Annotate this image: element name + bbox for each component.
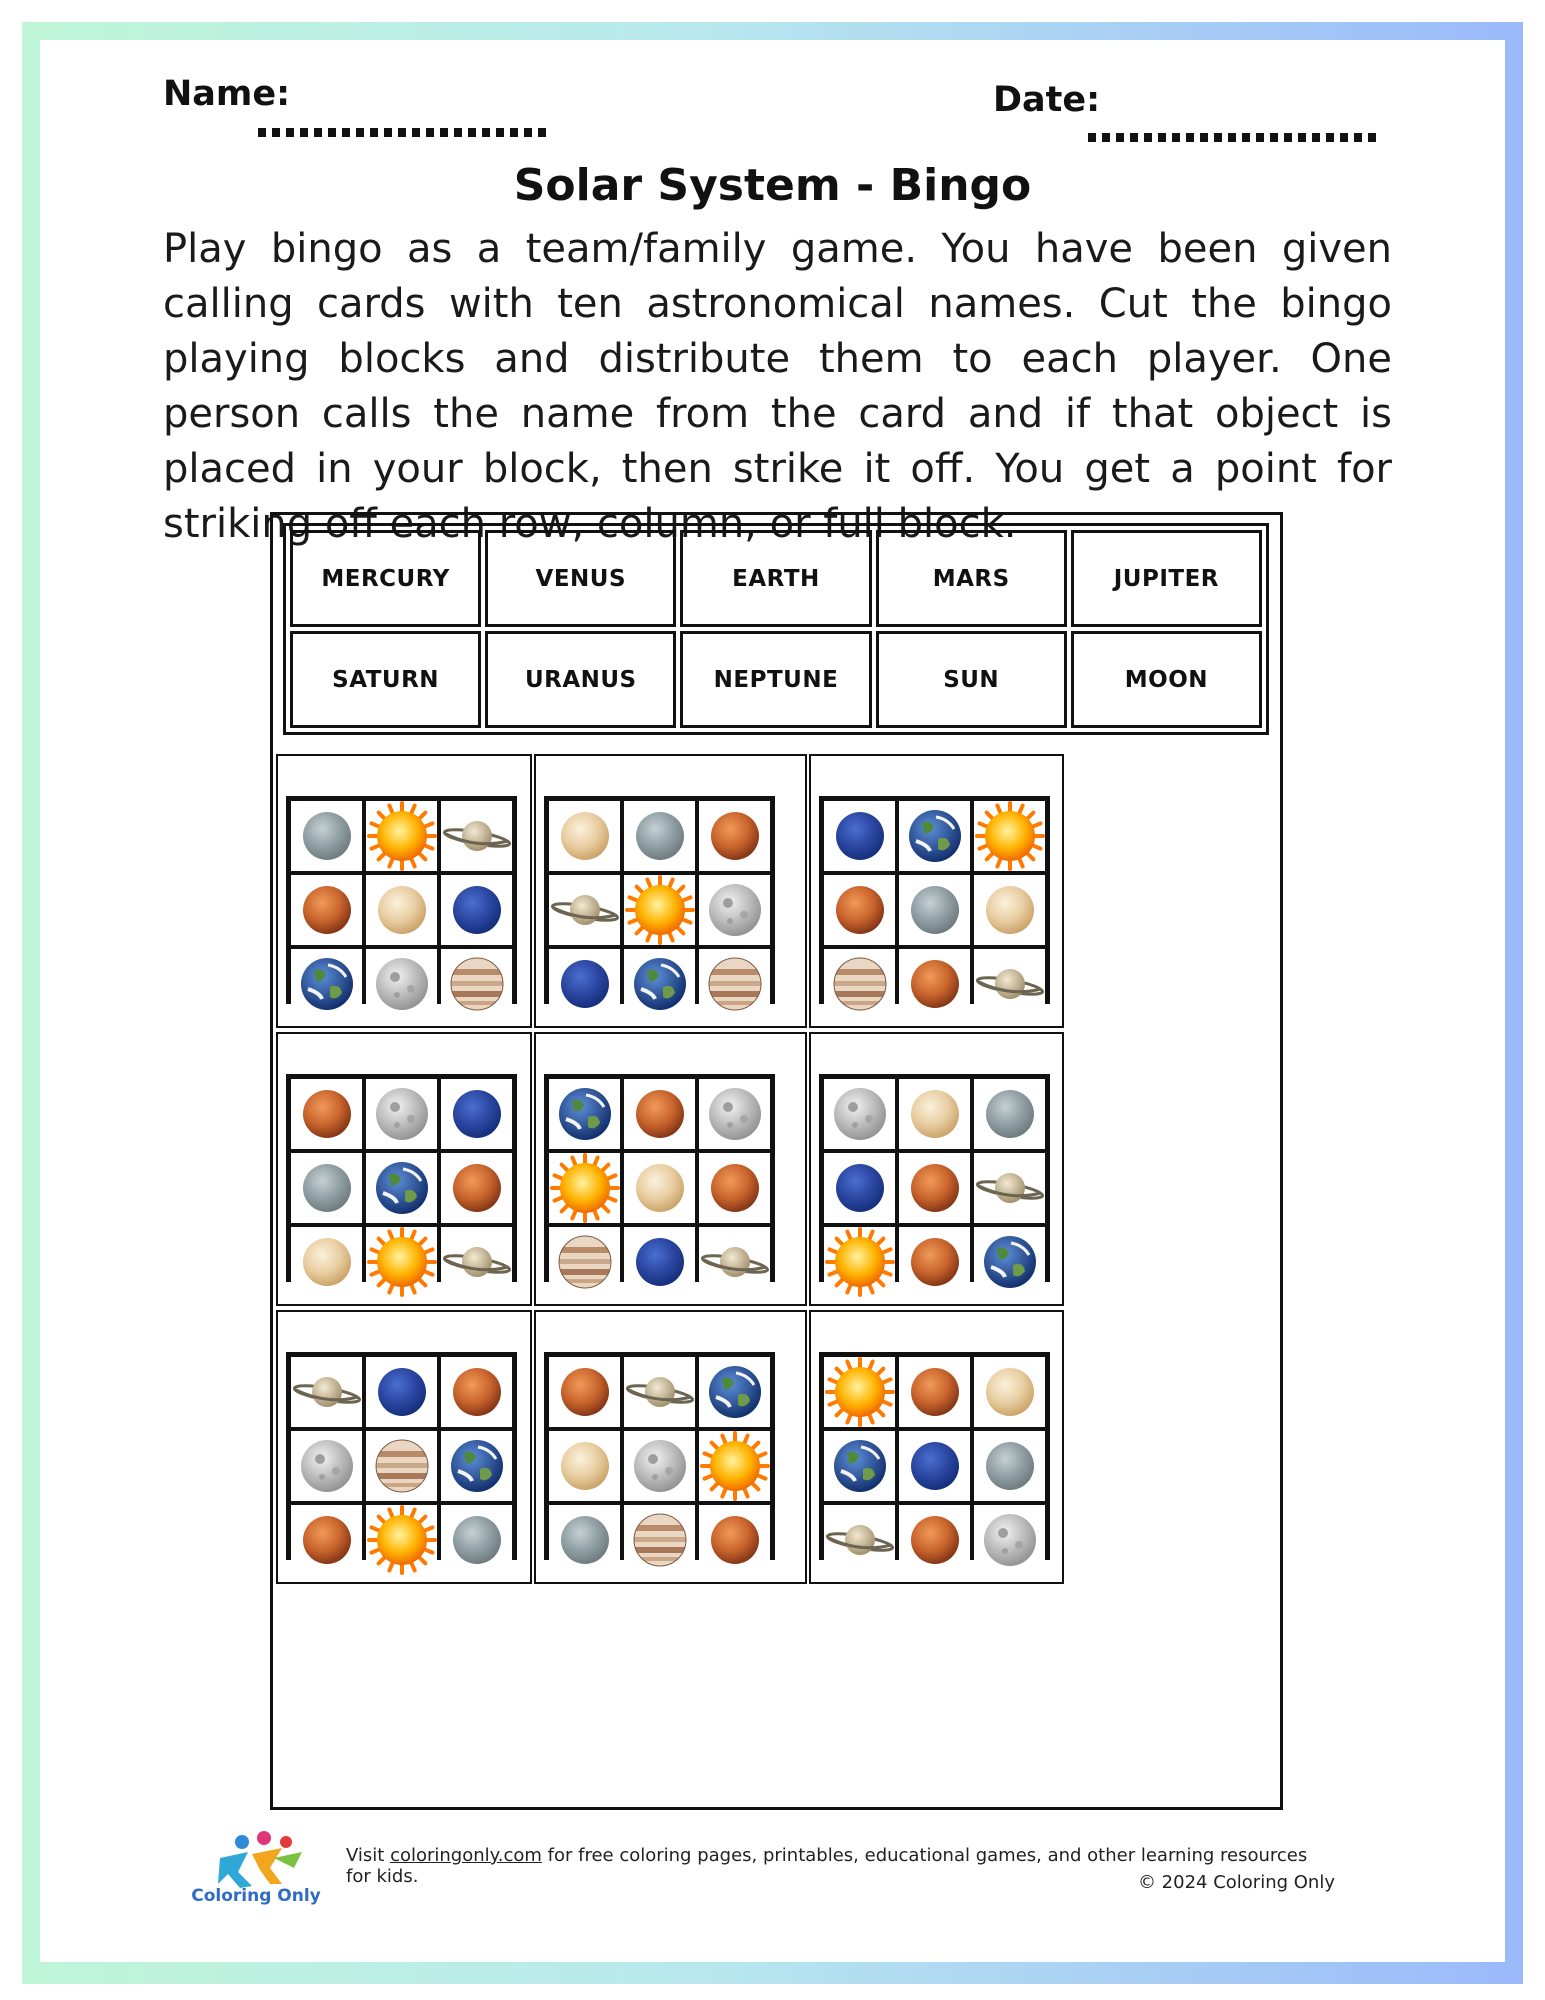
saturn-icon — [442, 1227, 512, 1297]
saturn-icon — [625, 1357, 695, 1427]
jupiter-icon — [625, 1505, 695, 1575]
jupiter-icon — [825, 949, 895, 1019]
calling-card: MARS — [876, 530, 1067, 627]
mercury-icon — [442, 1505, 512, 1575]
bingo-cell[interactable] — [366, 875, 437, 945]
bingo-cell[interactable] — [366, 1357, 437, 1427]
bingo-cell[interactable] — [699, 875, 770, 945]
mars-icon — [700, 1505, 770, 1575]
sun-icon — [825, 1227, 895, 1297]
instructions-text: Play bingo as a team/family game. You have been given calling cards with ten astronomical names. Cut the bingo playing blocks and distribute them to each player. One person calls the name from the card and if that object is placed in your block, then strike it off. You get a point for striking off each row, column, or full block. — [163, 226, 1392, 547]
moon-icon — [700, 875, 770, 945]
bingo-grid — [819, 1074, 1050, 1282]
bingo-cell[interactable] — [824, 1357, 895, 1427]
earth-icon — [367, 1153, 437, 1223]
bingo-cell[interactable] — [974, 1357, 1045, 1427]
bingo-cell[interactable] — [824, 1227, 895, 1297]
mars-icon — [900, 949, 970, 1019]
bingo-cell[interactable] — [291, 1357, 362, 1427]
saturn-icon — [825, 1505, 895, 1575]
mars-icon — [900, 1357, 970, 1427]
bingo-cell[interactable] — [899, 1505, 970, 1575]
saturn-icon — [975, 1153, 1045, 1223]
bingo-cell[interactable] — [291, 1227, 362, 1297]
bingo-cell[interactable] — [549, 1431, 620, 1501]
calling-card: NEPTUNE — [680, 631, 871, 728]
bingo-cell[interactable] — [549, 1227, 620, 1297]
saturn-icon — [550, 875, 620, 945]
bingo-cell[interactable] — [549, 949, 620, 1019]
neptune-icon — [825, 1153, 895, 1223]
bingo-cell[interactable] — [441, 1153, 512, 1223]
moon-icon — [825, 1079, 895, 1149]
calling-card: URANUS — [485, 631, 676, 728]
mercury-icon — [292, 801, 362, 871]
venus-icon — [975, 1357, 1045, 1427]
bingo-cell[interactable] — [824, 1431, 895, 1501]
bingo-cell[interactable] — [624, 1079, 695, 1149]
bingo-cell[interactable] — [899, 1153, 970, 1223]
earth-icon — [292, 949, 362, 1019]
copyright: © 2024 Coloring Only — [1137, 1872, 1335, 1893]
bingo-cell[interactable] — [974, 801, 1045, 871]
mars-icon — [550, 1357, 620, 1427]
name-line[interactable] — [258, 128, 548, 137]
bingo-cell[interactable] — [441, 1505, 512, 1575]
bingo-cell[interactable] — [824, 949, 895, 1019]
moon-icon — [625, 1431, 695, 1501]
neptune-icon — [900, 1431, 970, 1501]
bingo-cell[interactable] — [441, 1431, 512, 1501]
date-line[interactable] — [1088, 133, 1378, 142]
bingo-block — [276, 754, 532, 1028]
mercury-icon — [292, 1153, 362, 1223]
saturn-icon — [975, 949, 1045, 1019]
bingo-grid — [286, 1352, 517, 1560]
bingo-cell[interactable] — [899, 1357, 970, 1427]
sun-icon — [975, 801, 1045, 871]
bingo-cell[interactable] — [824, 875, 895, 945]
bingo-cell[interactable] — [699, 801, 770, 871]
earth-icon — [825, 1431, 895, 1501]
bingo-block — [534, 1310, 807, 1584]
moon-icon — [292, 1431, 362, 1501]
mars-icon — [625, 1079, 695, 1149]
calling-card: SATURN — [290, 631, 481, 728]
venus-icon — [975, 875, 1045, 945]
sun-icon — [550, 1153, 620, 1223]
bingo-cell[interactable] — [624, 1357, 695, 1427]
bingo-cell[interactable] — [974, 1431, 1045, 1501]
footer-prefix: Visit — [346, 1845, 391, 1866]
moon-icon — [367, 1079, 437, 1149]
bingo-block — [276, 1032, 532, 1306]
bingo-grid — [819, 796, 1050, 1004]
bingo-cell[interactable] — [291, 1079, 362, 1149]
sun-icon — [825, 1357, 895, 1427]
bingo-cell[interactable] — [699, 1505, 770, 1575]
neptune-icon — [825, 801, 895, 871]
sun-icon — [367, 801, 437, 871]
bingo-block — [276, 1310, 532, 1584]
venus-icon — [550, 801, 620, 871]
saturn-icon — [442, 801, 512, 871]
brand-name: Coloring Only — [191, 1886, 321, 1906]
bingo-cell[interactable] — [549, 1153, 620, 1223]
mars-icon — [900, 1505, 970, 1575]
neptune-icon — [550, 949, 620, 1019]
bingo-grid — [286, 796, 517, 1004]
bingo-grid — [819, 1352, 1050, 1560]
moon-icon — [700, 1079, 770, 1149]
bingo-grid — [544, 1352, 775, 1560]
sun-icon — [367, 1505, 437, 1575]
name-label: Name: — [163, 74, 291, 114]
bingo-cell[interactable] — [899, 1431, 970, 1501]
bingo-cell[interactable] — [899, 875, 970, 945]
bingo-cell[interactable] — [441, 949, 512, 1019]
bingo-cell[interactable] — [441, 1079, 512, 1149]
bingo-block — [534, 754, 807, 1028]
venus-icon — [625, 1153, 695, 1223]
mars-icon — [900, 1153, 970, 1223]
mars-icon — [292, 875, 362, 945]
saturn-icon — [292, 1357, 362, 1427]
bingo-cell[interactable] — [974, 875, 1045, 945]
bingo-cell[interactable] — [899, 1227, 970, 1297]
date-label: Date: — [993, 80, 1101, 120]
mars-icon — [442, 1153, 512, 1223]
earth-icon — [700, 1357, 770, 1427]
neptune-icon — [625, 1227, 695, 1297]
moon-icon — [975, 1505, 1045, 1575]
bingo-cell[interactable] — [699, 1153, 770, 1223]
jupiter-icon — [442, 949, 512, 1019]
mars-icon — [442, 1357, 512, 1427]
footer-suffix: for free coloring pages, printables, educational games, and other learning resources for kids. — [346, 1845, 1308, 1887]
moon-icon — [367, 949, 437, 1019]
bingo-cell[interactable] — [824, 1153, 895, 1223]
sun-icon — [700, 1431, 770, 1501]
bingo-cell[interactable] — [291, 1505, 362, 1575]
bingo-cell[interactable] — [974, 1227, 1045, 1297]
venus-icon — [292, 1227, 362, 1297]
bingo-cell[interactable] — [624, 1505, 695, 1575]
bingo-cell[interactable] — [624, 1431, 695, 1501]
calling-card: MERCURY — [290, 530, 481, 627]
bingo-cell[interactable] — [366, 801, 437, 871]
bingo-cell[interactable] — [974, 1153, 1045, 1223]
bingo-cell[interactable] — [366, 1505, 437, 1575]
calling-card: MOON — [1071, 631, 1262, 728]
bingo-cell[interactable] — [549, 801, 620, 871]
mars-icon — [292, 1505, 362, 1575]
mars-icon — [700, 1153, 770, 1223]
bingo-cell[interactable] — [366, 1227, 437, 1297]
calling-card: EARTH — [680, 530, 871, 627]
bingo-cell[interactable] — [824, 1079, 895, 1149]
bingo-grid — [544, 796, 775, 1004]
venus-icon — [900, 1079, 970, 1149]
bingo-cell[interactable] — [366, 1431, 437, 1501]
jupiter-icon — [367, 1431, 437, 1501]
bingo-cell[interactable] — [291, 1153, 362, 1223]
saturn-icon — [700, 1227, 770, 1297]
calling-cards — [283, 523, 1269, 735]
bingo-cell[interactable] — [291, 875, 362, 945]
calling-card: VENUS — [485, 530, 676, 627]
venus-icon — [367, 875, 437, 945]
bingo-cell[interactable] — [624, 949, 695, 1019]
mercury-icon — [975, 1431, 1045, 1501]
bingo-cell[interactable] — [441, 801, 512, 871]
calling-card: JUPITER — [1071, 530, 1262, 627]
bingo-cell[interactable] — [291, 1431, 362, 1501]
bingo-cell[interactable] — [366, 1079, 437, 1149]
mars-icon — [292, 1079, 362, 1149]
bingo-cell[interactable] — [291, 949, 362, 1019]
venus-icon — [550, 1431, 620, 1501]
mars-icon — [700, 801, 770, 871]
bingo-cell[interactable] — [549, 1505, 620, 1575]
bingo-grid — [544, 1074, 775, 1282]
earth-icon — [900, 801, 970, 871]
earth-icon — [550, 1079, 620, 1149]
bingo-cell[interactable] — [624, 1227, 695, 1297]
earth-icon — [975, 1227, 1045, 1297]
bingo-cell[interactable] — [974, 1505, 1045, 1575]
bingo-cell[interactable] — [441, 1357, 512, 1427]
bingo-cell[interactable] — [699, 1357, 770, 1427]
bingo-cell[interactable] — [624, 801, 695, 871]
mercury-icon — [975, 1079, 1045, 1149]
bingo-cell[interactable] — [699, 1227, 770, 1297]
mercury-icon — [550, 1505, 620, 1575]
jupiter-icon — [550, 1227, 620, 1297]
footer-link[interactable]: coloringonly.com — [390, 1845, 542, 1866]
bingo-cell[interactable] — [441, 875, 512, 945]
bingo-cell[interactable] — [291, 801, 362, 871]
bingo-block — [809, 1310, 1064, 1584]
bingo-cell[interactable] — [699, 1431, 770, 1501]
bingo-cell[interactable] — [366, 1153, 437, 1223]
bingo-cell[interactable] — [899, 1079, 970, 1149]
bingo-block — [534, 1032, 807, 1306]
bingo-block — [809, 1032, 1064, 1306]
page-title: Solar System - Bingo — [513, 160, 1032, 211]
bingo-cell[interactable] — [899, 801, 970, 871]
neptune-icon — [442, 875, 512, 945]
calling-card: SUN — [876, 631, 1067, 728]
mars-icon — [825, 875, 895, 945]
bingo-cell[interactable] — [699, 1079, 770, 1149]
bingo-sheet — [270, 512, 1283, 1810]
sun-icon — [625, 875, 695, 945]
mercury-icon — [625, 801, 695, 871]
bingo-block — [809, 754, 1064, 1028]
neptune-icon — [367, 1357, 437, 1427]
bingo-cell[interactable] — [549, 1079, 620, 1149]
sun-icon — [367, 1227, 437, 1297]
bingo-cell[interactable] — [824, 801, 895, 871]
bingo-cell[interactable] — [974, 949, 1045, 1019]
bingo-cell[interactable] — [624, 875, 695, 945]
bingo-cell[interactable] — [549, 875, 620, 945]
mercury-icon — [900, 875, 970, 945]
mars-icon — [900, 1227, 970, 1297]
bingo-cell[interactable] — [699, 949, 770, 1019]
bingo-cell[interactable] — [899, 949, 970, 1019]
bingo-cell[interactable] — [366, 949, 437, 1019]
neptune-icon — [442, 1079, 512, 1149]
bingo-cell[interactable] — [549, 1357, 620, 1427]
bingo-cell[interactable] — [624, 1153, 695, 1223]
bingo-cell[interactable] — [441, 1227, 512, 1297]
jupiter-icon — [700, 949, 770, 1019]
earth-icon — [442, 1431, 512, 1501]
bingo-grid — [286, 1074, 517, 1282]
earth-icon — [625, 949, 695, 1019]
bingo-cell[interactable] — [974, 1079, 1045, 1149]
bingo-cell[interactable] — [824, 1505, 895, 1575]
